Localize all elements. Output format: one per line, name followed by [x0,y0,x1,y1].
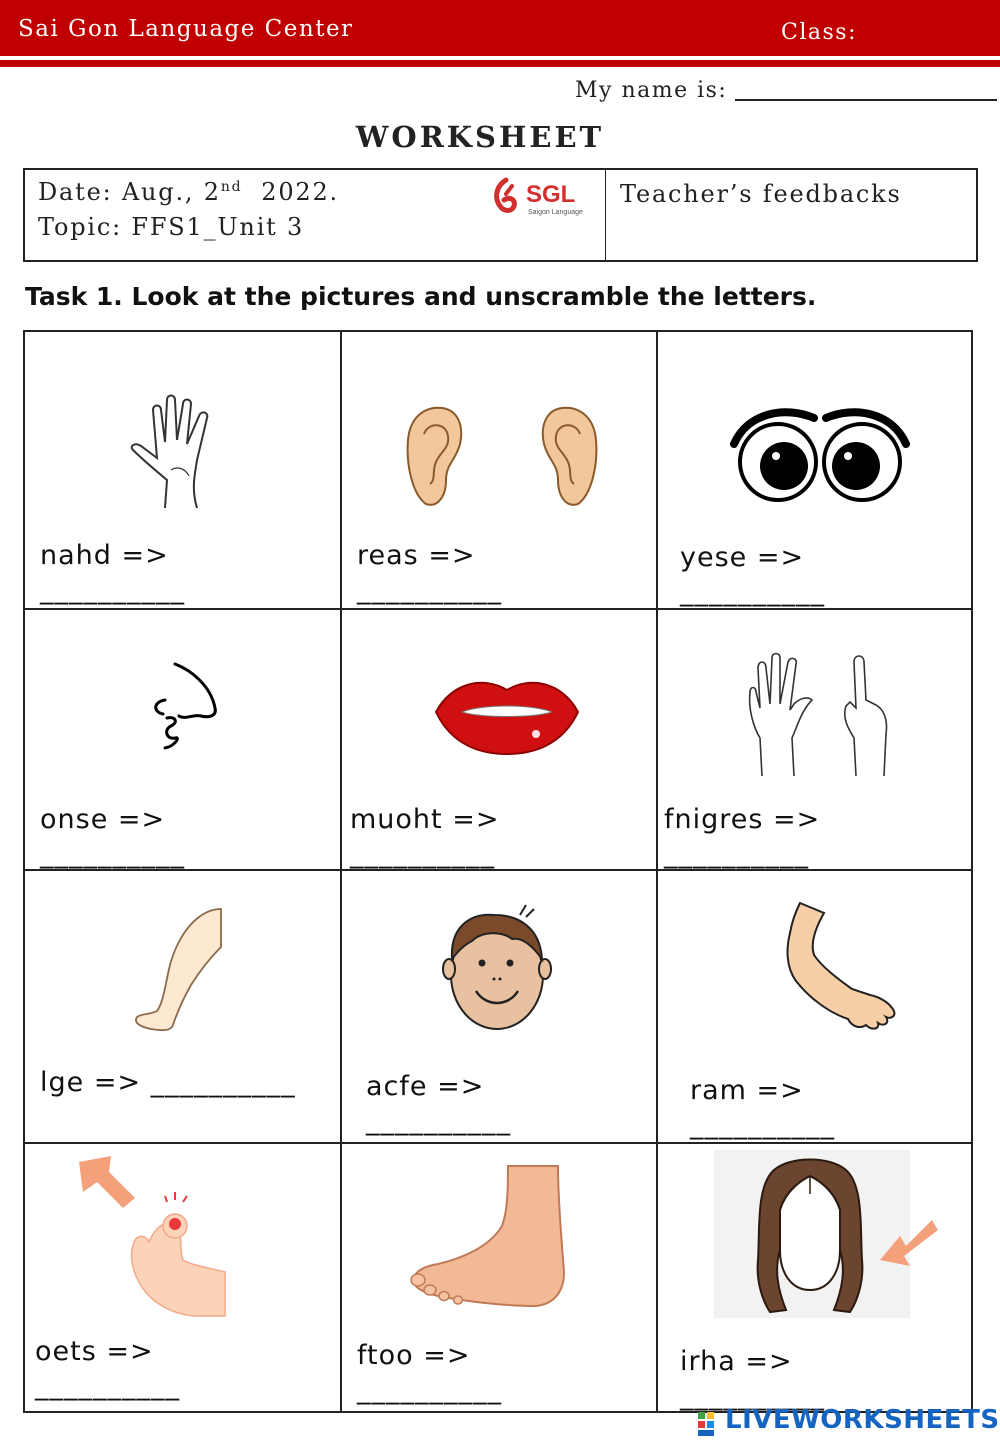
nose-icon [145,660,225,760]
mouth-icon [432,672,582,756]
exercise-grid [23,330,973,1413]
exercise-cell [342,871,656,1142]
toes-icon [75,1152,255,1322]
exercise-cell [25,1144,340,1413]
foot-icon [408,1162,578,1312]
scrambled-word: ram => [690,1075,804,1106]
feedback-label: Teacher’s feedbacks [620,180,902,208]
scrambled-word: irha => [680,1346,793,1377]
answer-blank[interactable]: __________ [366,1105,511,1136]
scrambled-word: reas => [357,540,476,571]
eyes-icon [730,404,910,504]
scrambled-word: ftoo => [357,1340,471,1371]
scrambled-word: oets => [35,1336,154,1367]
scrambled-word: lge => __________ [40,1067,296,1098]
fingers-icon [738,648,908,778]
svg-text:SGL: SGL [526,181,576,208]
exercise-cell [658,1144,973,1413]
scrambled-word: nahd => [40,540,169,571]
liveworksheets-logo-icon [697,1411,723,1437]
answer-blank[interactable]: __________ [35,1370,180,1401]
liveworksheets-brand[interactable]: LIVEWORKSHEETS [725,1405,1000,1435]
sgl-logo [492,176,597,220]
answer-blank[interactable]: __________ [680,1380,825,1411]
name-input-line[interactable] [735,99,997,101]
exercise-cell [342,610,656,869]
exercise-cell [342,1144,656,1413]
worksheet-title: WORKSHEET [355,120,605,154]
info-divider [605,170,606,260]
answer-blank[interactable]: __________ [357,1374,502,1405]
face-icon [442,901,552,1033]
scrambled-word: muoht => [350,804,500,835]
exercise-cell [658,610,973,869]
task-heading: Task 1. Look at the pictures and unscramble the letters. [25,282,817,311]
answer-blank[interactable]: __________ [690,1109,835,1140]
answer-blank[interactable]: __________ [40,838,185,869]
header-underline [0,60,1000,67]
exercise-cell [25,610,340,869]
scrambled-word: onse => [40,804,166,835]
center-name: Sai Gon Language Center [18,16,354,42]
answer-blank[interactable]: __________ [350,838,495,869]
arm-icon [786,899,898,1033]
exercise-cell [658,871,973,1142]
date-line: Date: Aug., 2nd 2022. [38,178,339,206]
svg-text:Saigon Language: Saigon Language [528,209,583,216]
hand-icon [125,390,225,510]
answer-blank[interactable]: __________ [664,838,809,869]
answer-blank[interactable]: __________ [40,574,185,605]
scrambled-word: fnigres => [664,804,821,835]
exercise-cell [25,871,340,1142]
leg-icon [129,907,225,1033]
hair-icon [710,1150,938,1320]
scrambled-word: yese => [680,542,805,573]
exercise-cell [658,332,973,608]
exercise-cell [342,332,656,608]
info-box [23,168,978,262]
name-label: My name is: [575,78,728,103]
scrambled-word: acfe => [366,1071,485,1102]
exercise-cell [25,332,340,608]
answer-blank[interactable]: __________ [680,576,825,607]
class-label: Class: [781,20,857,45]
topic-line: Topic: FFS1_Unit 3 [38,213,305,241]
answer-blank[interactable]: __________ [357,574,502,605]
ears-icon [402,404,602,508]
